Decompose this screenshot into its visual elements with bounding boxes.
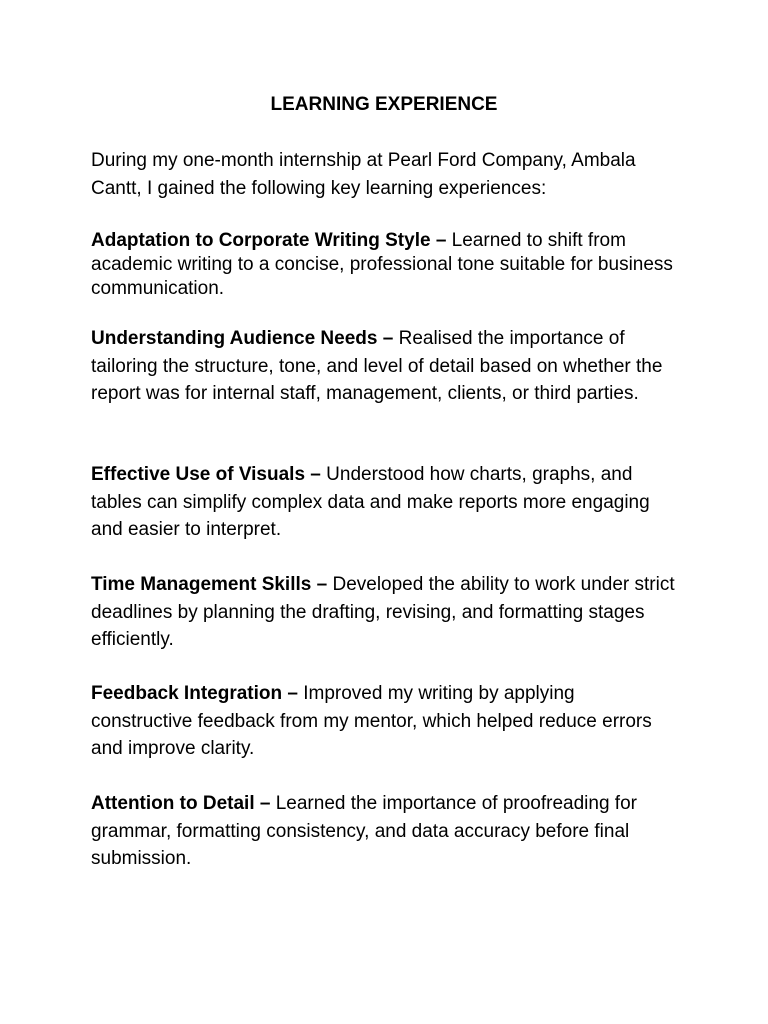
section-heading: Feedback Integration –: [91, 683, 298, 704]
section-text: Learned to shift from academic writing to a concise, professional tone suitable for business communication.: [91, 230, 673, 299]
section-time-management: [91, 571, 681, 654]
section-heading: Time Management Skills –: [91, 574, 328, 595]
section-corporate-writing: [91, 229, 681, 301]
page-title: LEARNING EXPERIENCE: [270, 94, 498, 115]
section-heading: Attention to Detail –: [91, 793, 271, 814]
section-text: Developed the ability to work under strict deadlines by planning the drafting, revising, and formatting stages efficiently.: [91, 574, 675, 650]
section-text: Understood how charts, graphs, and tables can simplify complex data and make reports more engaging and easier to interpret.: [91, 464, 650, 540]
section-heading: Adaptation to Corporate Writing Style –: [91, 230, 447, 251]
section-audience-needs: [91, 325, 681, 408]
intro-paragraph: During my one-month internship at Pearl Ford Company, Ambala Cantt, I gained the following key learning experiences:: [91, 150, 636, 199]
section-heading: Understanding Audience Needs –: [91, 328, 394, 349]
section-text: Learned the importance of proofreading for grammar, formatting consistency, and data accuracy before final submission.: [91, 793, 637, 869]
section-feedback-integration: [91, 680, 681, 763]
section-text: Improved my writing by applying constructive feedback from my mentor, which helped reduce errors and improve clarity.: [91, 683, 652, 759]
section-attention-to-detail: [91, 790, 681, 873]
section-visuals: [91, 461, 681, 544]
section-heading: Effective Use of Visuals –: [91, 464, 321, 485]
section-text: Realised the importance of tailoring the structure, tone, and level of detail based on whether the report was for internal staff, management, clients, or third parties.: [91, 328, 663, 404]
